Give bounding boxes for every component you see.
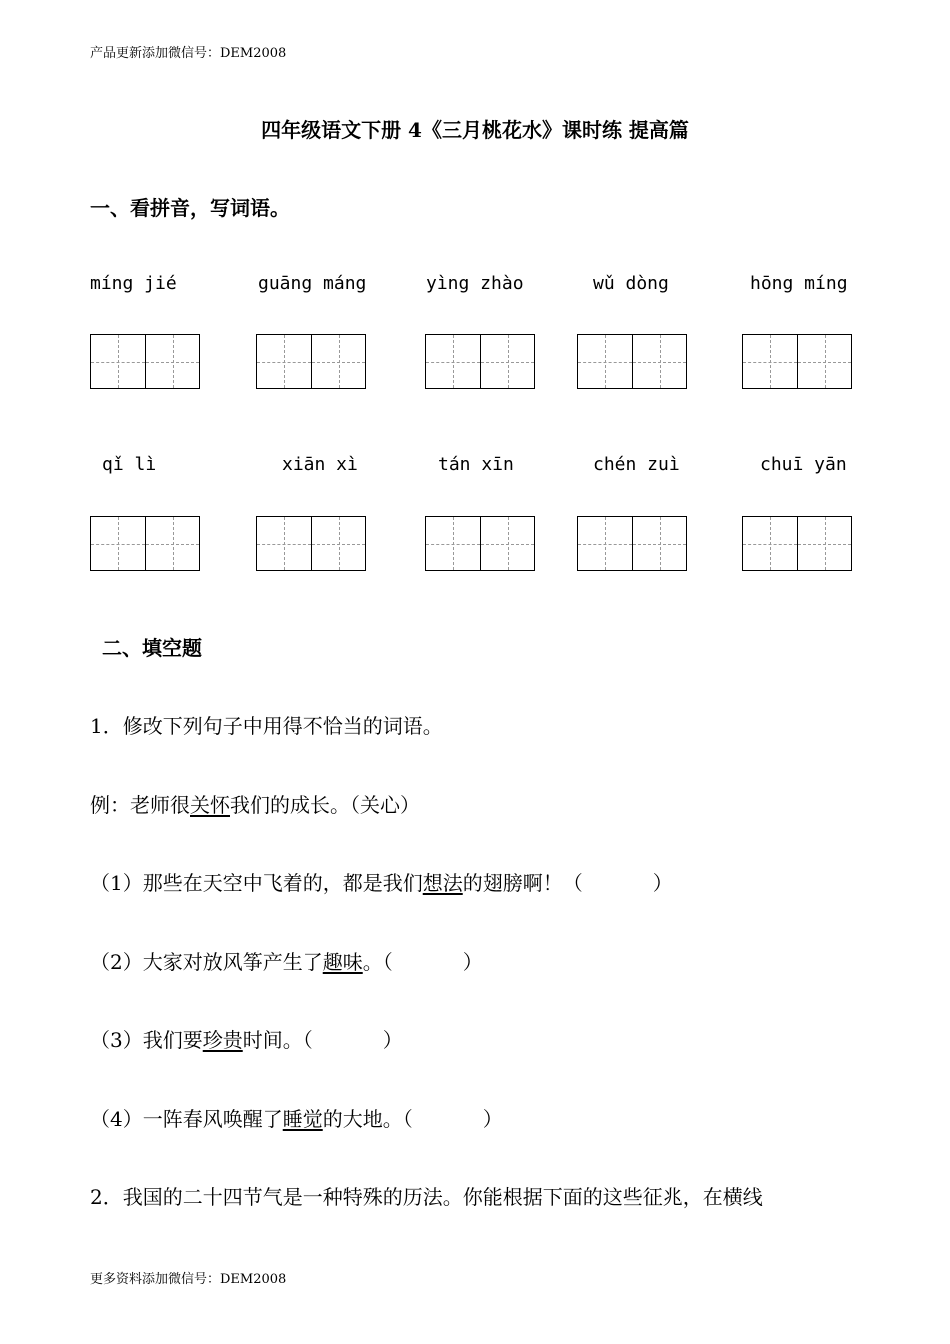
writing-box[interactable] xyxy=(742,516,852,571)
item-2 xyxy=(90,946,483,975)
question-1-prompt: 1．修改下列句子中用得不恰当的词语。 xyxy=(90,714,443,738)
writing-box[interactable] xyxy=(90,334,200,389)
item-3-close: ） xyxy=(382,1028,403,1052)
example-pre: 例：老师很 xyxy=(90,793,190,817)
item-1-word: 想法 xyxy=(422,871,463,895)
example-word: 关怀 xyxy=(190,793,230,817)
pinyin-3: yìng zhào xyxy=(426,273,524,294)
header-note: 产品更新添加微信号：DEM2008 xyxy=(90,46,287,61)
writing-box[interactable] xyxy=(90,516,200,571)
pinyin-5: hōng míng xyxy=(750,273,848,294)
item-4-word: 睡觉 xyxy=(282,1107,323,1131)
writing-box[interactable] xyxy=(742,334,852,389)
page-title: 四年级语文下册 4《三月桃花水》课时练 提高篇 xyxy=(261,118,689,142)
writing-box[interactable] xyxy=(577,516,687,571)
writing-box[interactable] xyxy=(256,334,366,389)
writing-box[interactable] xyxy=(425,516,535,571)
pinyin-9: chén zuì xyxy=(593,454,680,475)
example-line xyxy=(90,789,420,818)
item-2-post: 。（ xyxy=(362,950,393,974)
item-3-post: 时间。（ xyxy=(242,1028,313,1052)
pinyin-7: xiān xì xyxy=(282,454,358,475)
pinyin-2: guāng máng xyxy=(258,273,367,294)
item-3-word: 珍贵 xyxy=(202,1028,243,1052)
item-1-post: 的翅膀啊！（ xyxy=(462,871,583,895)
pinyin-1: míng jié xyxy=(90,273,177,294)
item-1-pre: （1）那些在天空中飞着的，都是我们 xyxy=(90,871,423,895)
item-4-post: 的大地。（ xyxy=(322,1107,413,1131)
section-2-heading: 二、填空题 xyxy=(102,636,202,660)
pinyin-4: wǔ dòng xyxy=(593,273,669,294)
item-4 xyxy=(90,1103,503,1132)
writing-box[interactable] xyxy=(425,334,535,389)
item-1-close: ） xyxy=(652,871,673,895)
pinyin-8: tán xīn xyxy=(438,454,514,475)
writing-box[interactable] xyxy=(256,516,366,571)
item-2-close: ） xyxy=(462,950,483,974)
question-2-prompt: 2．我国的二十四节气是一种特殊的历法。你能根据下面的这些征兆，在横线 xyxy=(90,1185,763,1209)
item-4-close: ） xyxy=(482,1107,503,1131)
section-1-heading: 一、看拼音，写词语。 xyxy=(90,196,290,220)
item-2-word: 趣味 xyxy=(322,950,363,974)
example-post: 我们的成长。（关心） xyxy=(230,793,420,817)
item-4-pre: （4）一阵春风唤醒了 xyxy=(90,1107,283,1131)
writing-box[interactable] xyxy=(577,334,687,389)
pinyin-6: qǐ lì xyxy=(102,454,157,475)
item-3 xyxy=(90,1024,403,1053)
item-1 xyxy=(90,867,673,896)
pinyin-10: chuī yān xyxy=(760,454,847,475)
item-2-pre: （2）大家对放风筝产生了 xyxy=(90,950,323,974)
footer-note: 更多资料添加微信号：DEM2008 xyxy=(90,1272,287,1287)
item-3-pre: （3）我们要 xyxy=(90,1028,203,1052)
